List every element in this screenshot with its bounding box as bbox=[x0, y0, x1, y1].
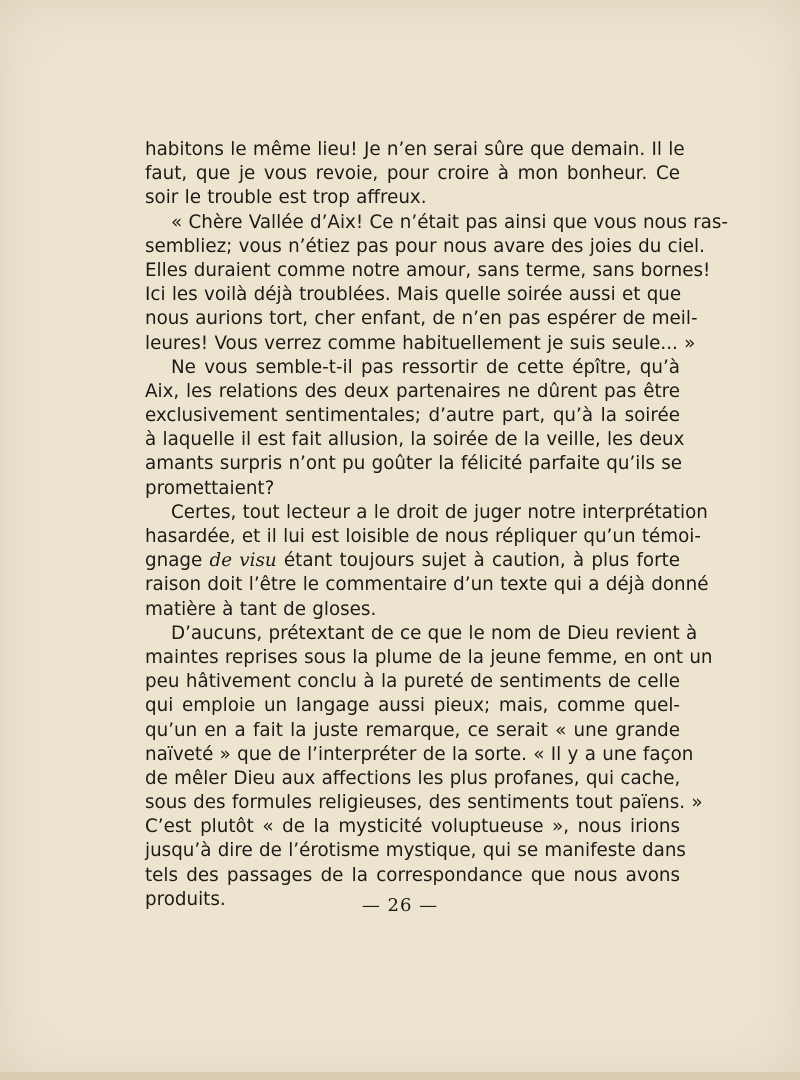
text-line: qui emploie un langage aussi pieux; mais, comme quel- bbox=[145, 695, 680, 717]
text-line: amants surpris n’ont pu goûter la félicité parfaite qu’ils se bbox=[145, 453, 683, 475]
text-line: leures! Vous verrez comme habituellement je suis seule... » bbox=[145, 332, 696, 354]
text-line: jusqu’à dire de l’érotisme mystique, qui se manifeste dans bbox=[145, 840, 686, 862]
text-line: exclusivement sentimentales; d’autre part, qu’à la soirée bbox=[145, 405, 680, 427]
text-line: Ne vous semble-t-il pas ressortir de cette épître, qu’à bbox=[171, 356, 680, 378]
text-line: de mêler Dieu aux affections les plus profanes, qui cache, bbox=[145, 767, 681, 789]
text-line: faut, que je vous revoie, pour croire à mon bonheur. Ce bbox=[145, 163, 680, 185]
text-line: qu’un en a fait la juste remarque, ce serait « une grande bbox=[145, 719, 680, 741]
text-line: hasardée, et il lui est loisible de nous répliquer qu’un témoi- bbox=[145, 526, 701, 547]
body-text bbox=[145, 138, 729, 912]
text-line: raison doit l’être le commentaire d’un texte qui a déjà donné bbox=[145, 574, 709, 596]
text-line: sembliez; vous n’étiez pas pour nous avare des joies du ciel. bbox=[145, 235, 705, 257]
text-line: promettaient? bbox=[145, 477, 275, 499]
text-line: soir le trouble est trop affreux. bbox=[145, 187, 427, 209]
page-number: — 26 — bbox=[361, 895, 439, 916]
text-line: tels des passages de la correspondance que nous avons bbox=[145, 864, 680, 886]
text-segment: étant toujours sujet à caution, à plus forte bbox=[276, 550, 680, 572]
text-line: produits. bbox=[145, 888, 226, 910]
page-bottom-edge bbox=[0, 1072, 800, 1080]
text-line: Aix, les relations des deux partenaires ne dûrent pas être bbox=[145, 380, 680, 402]
text-line: sous des formules religieuses, des sentiments tout païens. » bbox=[145, 792, 703, 814]
text-line: Ici les voilà déjà troublées. Mais quelle soirée aussi et que bbox=[145, 284, 682, 306]
text-line: maintes reprises sous la plume de la jeune femme, en ont un bbox=[145, 646, 713, 668]
italic-phrase: de visu bbox=[209, 550, 277, 572]
text-line: « Chère Vallée d’Aix! Ce n’était pas ainsi que vous nous ras- bbox=[171, 211, 729, 233]
text-line: peu hâtivement conclu à la pureté de sentiments de celle bbox=[145, 671, 680, 693]
text-line: C’est plutôt « de la mysticité voluptueuse », nous irions bbox=[145, 816, 680, 838]
text-line: habitons le même lieu! Je n’en serai sûre que demain. Il le bbox=[145, 139, 685, 160]
text-line: à laquelle il est fait allusion, la soirée de la veille, les deux bbox=[145, 429, 685, 451]
text-line: Certes, tout lecteur a le droit de juger notre interprétation bbox=[171, 501, 708, 523]
text-line: nous aurions tort, cher enfant, de n’en pas espérer de meil- bbox=[145, 308, 698, 330]
text-line bbox=[145, 549, 680, 573]
text-line: D’aucuns, prétextant de ce que le nom de Dieu revient à bbox=[171, 622, 698, 644]
text-line: Elles duraient comme notre amour, sans terme, sans bornes! bbox=[145, 259, 711, 281]
text-line: matière à tant de gloses. bbox=[145, 598, 377, 620]
text-segment: gnage bbox=[145, 550, 210, 572]
text-line: naïveté » que de l’interpréter de la sorte. « Il y a une façon bbox=[145, 743, 694, 765]
